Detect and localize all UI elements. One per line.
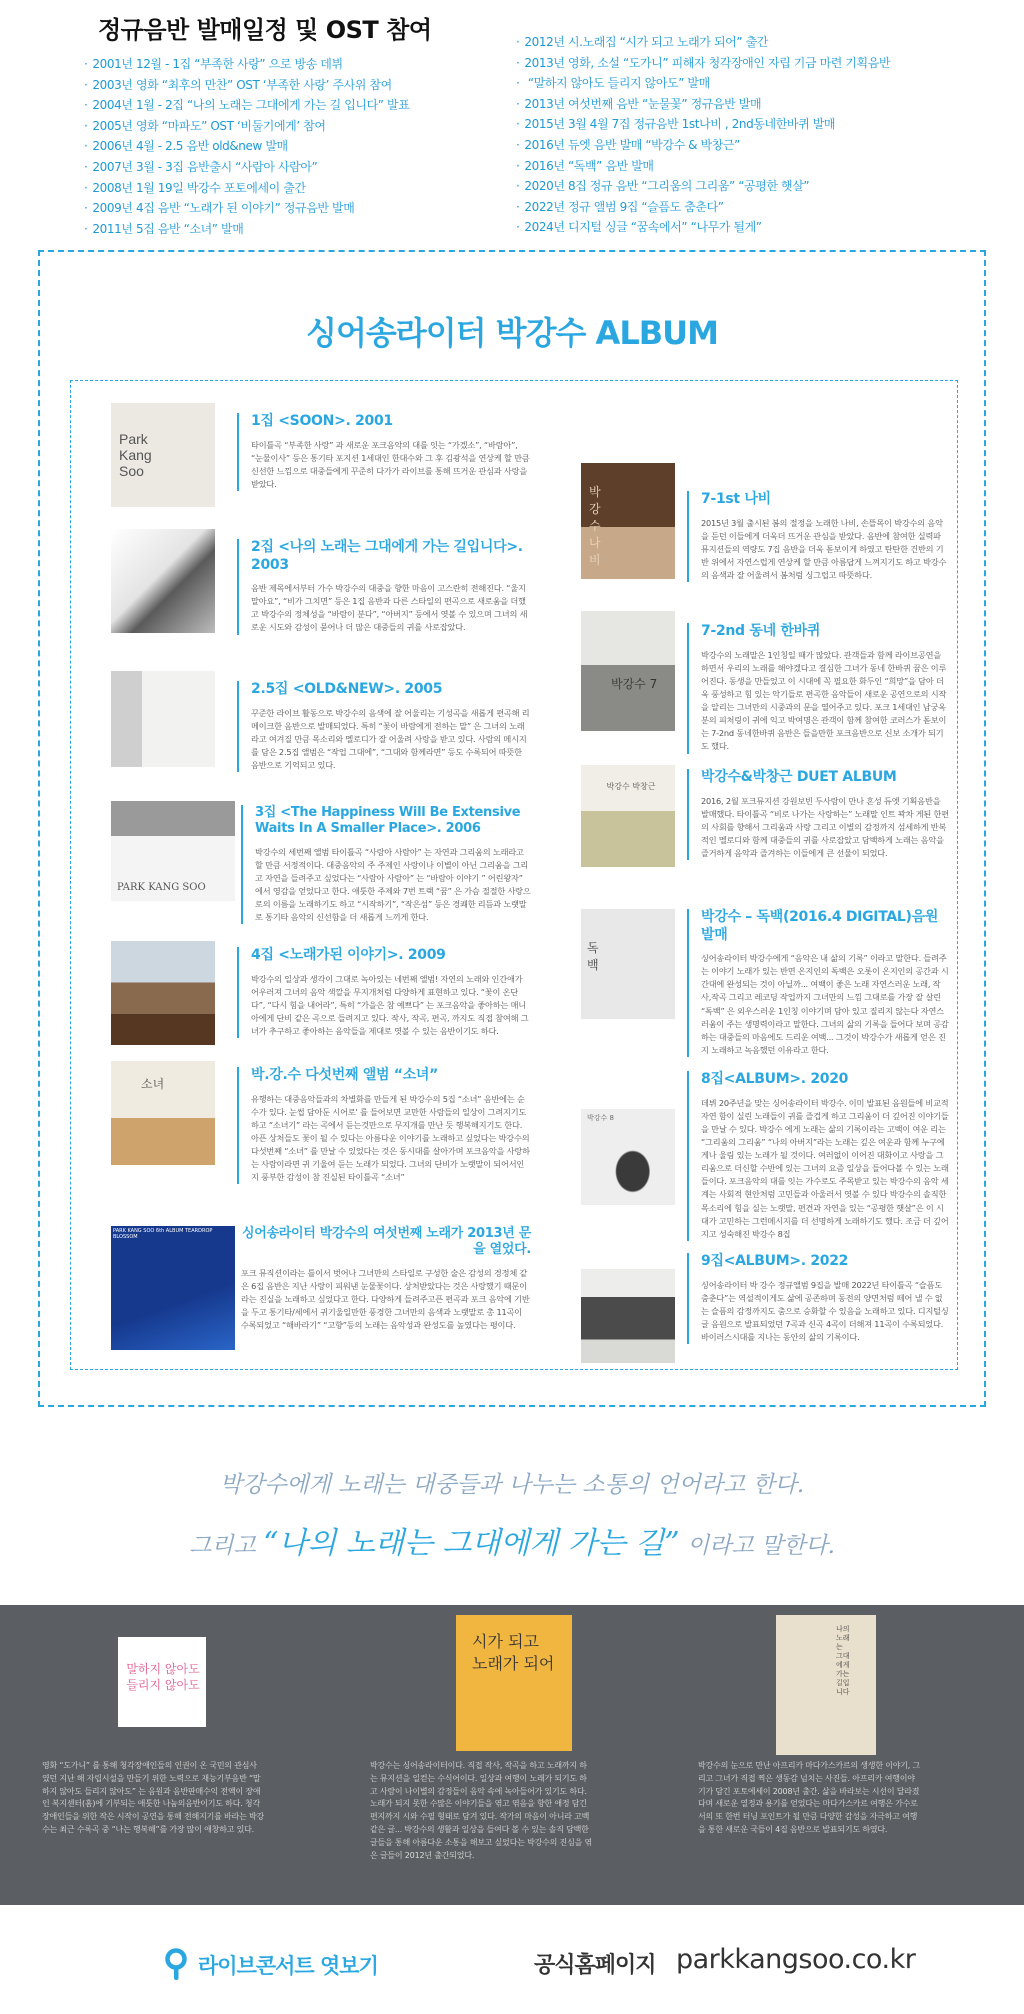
schedule-item: · 2022년 정규 앨범 9집 “슬픔도 춤춘다” — [516, 197, 890, 218]
album-title: 박.강.수 다섯번째 앨범 “소녀” — [251, 1067, 439, 1083]
album-cover — [111, 941, 215, 1045]
album-cover — [581, 909, 675, 1019]
album-desc: 타이틀곡 “부족한 사랑” 과 새로운 포크음악의 대를 잇는 “가겠소”, “바람아”, “눈물이사” 등은 통기타 포지션 1세대인 한대수와 그 후 김광석을 연상케 할 만큼 신선한 느낌으로 대중들에게 꾸준히 다가가 라이브를 통해 뜨거운 관심과 사랑을 받았다. — [251, 439, 530, 489]
schedule-item: · 2024년 디지털 싱글 “꿈속에서” “나무가 될게” — [516, 217, 890, 238]
schedule-item: · 2007년 3월 - 3집 음반출시 “사람아 사람아” — [84, 157, 409, 178]
album-text — [687, 1071, 949, 1241]
album-text — [687, 769, 949, 860]
album-text — [237, 1067, 531, 1184]
cover-text: 소녀 — [141, 1077, 165, 1091]
album-title: 4집 <노래가된 이야기>. 2009 — [251, 947, 446, 963]
album-text — [241, 805, 531, 924]
homepage-url-link[interactable]: parkkangsoo.co.kr — [676, 1944, 916, 1975]
schedule-item: · 2001년 12월 - 1집 “부족한 사랑” 으로 방송 데뷔 — [84, 54, 409, 75]
album-text — [237, 539, 531, 635]
album-desc: 2016, 2월 포크뮤지션 강원보빈 두사람이 만나 혼성 듀엣 기획음반을 발매했다. 타이틀곡 “비로 나가는 사랑하는” 노래말 인트 꽉차 게된 한편의 사회를 향해서 그리움과 사랑 그리고 이별의 감정까지 섬세하게 반복적인 멜로디와 함께 대중들의 귀를 사로잡았고 담백하게 노래는 음악을 즐거하게 음악과 즐겨하는 이들에게 큰 선물이 되었다. — [701, 795, 949, 858]
album-cover — [111, 1226, 235, 1350]
album-desc: 포크 뮤직션이라는 틀이서 벗어나 그녀만의 스타일로 구성한 술은 감성의 경정체 같은 6집 음반은 지난 사랑이 피워낸 눈물꽃이다. 상처받았다는 것은 사랑했기 때문이라는 진실을 노래하고 싶었다고 한다. 다양하게 들려주고픈 편곡과 포크 음악에 기반을 두고 통기타/세에서 귀기울일만한 풍경한 그녀만의 음색과 노랫말로 총 11곡이 수록되었고 “해바라기” “고향”등의 노래는 음악성과 완성도를 높였다는 평이다. — [241, 1267, 530, 1330]
album-entry — [581, 765, 959, 885]
album-text — [687, 1253, 949, 1344]
album-section — [38, 250, 986, 1407]
album-entry — [111, 403, 531, 513]
album-title: 7-2nd 동네 한바퀴 — [701, 623, 821, 639]
album-entry — [581, 1253, 959, 1365]
cover-text: PARK KANG SOO 6th ALBUM TEARDROP BLOSSOM — [113, 1228, 213, 1240]
schedule-item: · 2013년 여섯번째 음반 “눈물꽃” 정규음반 발매 — [516, 94, 890, 115]
schedule-item: · 2008년 1월 19일 박강수 포토에세이 출간 — [84, 178, 409, 199]
cover-text: 박강수 8 — [587, 1114, 614, 1122]
homepage-label: 공식홈페이지 — [534, 1953, 656, 1978]
album-title: 싱어송라이터 박강수의 여섯번째 노래가 2013년 문을 열었다. — [241, 1226, 531, 1258]
quote-line-2 — [0, 1518, 1024, 1562]
schedule-item: · 2005년 영화 “마파도” OST ‘비둘기에게’ 참여 — [84, 116, 409, 137]
schedule-list-right — [516, 32, 890, 238]
album-title: 7-1st 나비 — [701, 491, 771, 507]
album-cover — [111, 671, 215, 767]
album-cover — [111, 1061, 215, 1165]
book-cover — [456, 1615, 572, 1751]
schedule-item: · 2003년 영화 “최후의 만찬” OST ‘부족한 사랑’ 주사위 참여 — [84, 75, 409, 96]
album-entry — [111, 1061, 531, 1191]
book-cover — [118, 1637, 206, 1727]
album-entry — [581, 463, 959, 593]
album-cover — [581, 1269, 675, 1363]
live-concert-label: 라이브콘서트 엿보기 — [198, 1954, 378, 1978]
album-desc: 박강수의 일상과 생각이 그대로 녹아있는 네번째 앨범! 자연의 노래와 인간애가 어우러져 그녀의 음악 색깔을 무지개처럼 다양하게 표현하고 있다. “꽃이 온단다”, “다시 힘을 내어라”, 특히 “가을은 참 예쁘다” 는 포크음악을 좋아하는 매니아에게 단비 같은 곡으로 들려지고 있다. 작사, 작곡, 편곡, 까지도 직접 참여해 그녀가 추구하고 좋아하는 음악들을 제대로 엿볼 수 있는 음반이기도 하다. — [251, 973, 529, 1036]
cover-text: 박강수 박창근 — [606, 782, 656, 791]
album-cover — [581, 611, 675, 731]
schedule-item: · 2011년 5집 음반 “소녀” 발매 — [84, 219, 409, 240]
quote-highlight: “나의 노래는 그대에게 가는 길” — [263, 1526, 680, 1561]
schedule-item: · 2016년 “독백” 음반 발매 — [516, 156, 890, 177]
album-desc: 음반 제목에서부터 가수 박강수의 대중을 향한 마음이 고스란히 전해진다. “울지 말아요”, “비가 그치면” 등은 1집 음반과 다른 스타일의 편곡으로 새로움을 더했고 박강수의 정체성을 “바람이 분다”, “아버지” 등에서 엿볼 수 있으며 그녀의 새로운 시도와 감성이 묻어나 더 많은 대중들의 귀를 사로잡았다. — [251, 583, 528, 633]
album-title: 3집 <The Happiness Will Be Extensive Waits In A Smaller Place>. 2006 — [255, 805, 521, 837]
schedule-item: · 2012년 시.노래집 “시가 되고 노래가 되어” 출간 — [516, 32, 890, 53]
book-desc: 박강수는 싱어송라이터이다. 직접 작사, 작곡을 하고 노래까지 하는 뮤지션을 일컫는 수식어이다. 일상과 여행이 노래가 되기도 하고 사람이 나이별의 감정들이 음악 속에 녹아들어가 있기도 하다. 노래가 되지 못한 수많은 이야기들을 엮고 엮음을 향한 애정 담긴 편지까지 시와 수필 형태로 담겨 있다. 작가의 마음이 아니라 고백같은 글... 박강수의 생활과 일상을 들여다 볼 수 있는 솔직 담백한 글들을 통해 아름다운 소통을 해보고 싶었다는 박강수의 진심을 엮은 글들이 2012년 출간되었다. — [370, 1761, 592, 1860]
cover-text: 박강수 나비 — [589, 485, 601, 567]
album-cover — [581, 463, 675, 579]
book-desc: 박강수의 눈으로 만난 아프리카 마다가스카르의 생생한 이야기, 그리고 그녀가 직접 찍은 생동감 넘치는 사진들. 아프리카 여행이야기가 담긴 포토에세이 2008년 출간. 삶을 바라보는 시선이 달라졌다며 새로운 열정과 용기를 얻었다는 마다가스카르 여행은 가수로서의 또 한번 터닝 포인트가 될 만큼 다양한 감성을 자극하고 여행을 통한 새로운 국들이 4집 음반으로 발표되기도 하였다. — [698, 1761, 920, 1834]
album-title: 2.5집 <OLD&NEW>. 2005 — [251, 681, 443, 697]
album-text — [237, 947, 531, 1038]
cover-text: 박강수 7 — [611, 677, 658, 691]
album-desc: 꾸준한 라이브 활동으로 박강수의 음색에 잘 어울리는 기성곡을 새롭게 편곡해 리메이크한 음반으로 발매되었다. 특히 “꽃이 바람에게 전하는 말” 은 그녀의 노래라고 여겨질 만큼 목소리와 멜로디가 잘 어울려 사랑을 받고 있다. 사람의 메시지를 담은 2.5집 앨범은 “작업 그대에”, “그대와 함께라면” 등도 수록되어 따뜻한 음반으로 기억되고 있다. — [251, 707, 530, 770]
album-section-title: 싱어송라이터 박강수 ALBUM — [306, 314, 718, 352]
cover-text: PARK KANG SOO — [117, 882, 206, 893]
book-desc: 영화 “도가니” 를 통해 청각장애인들의 인권이 온 국민의 관심사였던 지난 해 자립시설을 만들기 위한 노력으로 재능기부음반 “말하지 않아도 들리지 않아도” 는 음원과 음반판매수익 전액이 장애인 복지센터(홈)에 기부되는 애틋한 나눔의음반이기도 하다. 청각장애인들을 위한 작은 시작이 공연을 통해 전해지기를 바라는 박강수는 최근 수록곡 중 “나는 행복해”를 가장 많이 애창하고 있다. — [42, 1761, 264, 1834]
album-entry — [111, 1226, 531, 1366]
album-text — [237, 413, 531, 491]
album-desc: 박강수의 세번째 앨범 타이틀곡 “사람아 사람아” 는 자연과 그리움의 노래라고 할 만큼 서정적이다. 대중음악의 주 주제인 사랑이나 이별이 아닌 그리움을 그리고 자연을 들려주고 싶었다는 “사람아 사람아” 는 “바람아 이야기 ” 어린왕자” 에서 영감을 얻었다고 한다. 애틋한 주제와 7번 트랙 “꿈” 은 가슴 절절한 사랑으로의 이름을 노래하기도 하고 “시작하기”, “작은섬” 등은 경쾌한 리듬과 노랫말로 통기타 음악의 신선함을 더 새롭게 느끼게 한다. — [255, 846, 531, 923]
album-text — [687, 909, 949, 1057]
album-text — [237, 681, 531, 772]
album-desc: 싱어송라이터 박강수에게 “음악은 내 삶의 기록” 이라고 말한다. 들려주는 이야기 노래가 있는 반면 온지인의 독백은 오롯이 온지인의 공간과 시간대에 완성되는 것이 아닐까... 여백이 좋은 노래 자연스러운 노래, 작사,작곡 그리고 레코딩 작업까지 그녀만의 느낌 그대로를 가장 잘 살린 “독백” 은 외우스러운 1인칭 이야기며 담아 있고 질리지 않는다 자연스러움이 주는 생명력이라고 말한다. 그녀의 삶의 기록을 들어다 보며 공감하는 대중들의 마음에도 드리운 여백... 그것이 박강수가 새롭게 얻은 진지 노래하고 녹음했던 이유라고 한다. — [701, 953, 949, 1055]
schedule-title: 정규음반 발매일정 및 OST 참여 — [98, 16, 432, 44]
album-entry — [581, 611, 959, 752]
album-desc: 데뷔 20주년을 맞는 싱어송라이터 박강수. 이미 발표된 음원들에 비교적자연 함이 실린 노래들이 귀를 즐겁게 하고 그리움이 더 깊어진 이야기들을 만날 수 있다. 박강수 에게 노래는 삶의 기록이라는 고백이 여운 리는 “그리움의 그리움” “나의 아버지”라는 노래는 깊은 여운과 함께 누구에게나 울림 있는 노래가 될 것이다. 여러없이 이어진 대화이고 사랑을 그리움으로 더신할 수반에 있는 그녀의 요즘 일상을 들어다볼 수 있는 노래들이다. 포크음악의 대를 잇는 가수로도 주목받고 있는 박강수의 음악 세계는 사회적 현안처럼 고민들과 아울러서 엿볼 수 있다 박강수의 솔직한 목소리에 힘을 실는 노랫말, 편견과 자연을 있는 “공평한 햇살”은 이 시대가 고민하는 그런메시지를 더 선명하게 노래하기도 했다. 조금 더 깊어지고 성숙해진 박강수 8집 — [701, 1097, 949, 1239]
schedule-item: · 2015년 3월 4월 7집 정규음반 1st나비 , 2nd동네한바퀴 발매 — [516, 114, 890, 135]
album-title: 박강수&박창근 DUET ALBUM — [701, 769, 897, 785]
cover-text: 말하지 않아도 들리지 않아도 — [126, 1662, 200, 1692]
album-entry — [111, 801, 531, 921]
album-entry — [581, 1071, 959, 1241]
album-text — [687, 491, 949, 582]
album-desc: 싱어송라이터 박 강수 정규앨범 9집을 발매 2022년 타이틀곡 “슬픔도 춤춘다”는 역설적이게도 삶에 공존하며 동전의 양면처럼 떼어 낼 수 없는 슬픔의 감정까지도 춤으로 승화할 수 있음을 노래하고 있다. 디지털싱글 음원으로 발표되었던 7곡과 신곡 4곡이 더해져 11곡이 수록되었다. 바이러스시대를 지나는 동안의 삶의 기록이다. — [701, 1279, 949, 1342]
album-desc: 박강수의 노래말은 1인칭일 때가 많았다. 관객들과 함께 라이브공연을 하면서 우리의 노래를 해야겠다고 결심한 그녀가 동네 한바퀴 꿈은 이루어진다. 동생을 만들었고 이 시대에 꼭 필요한 화두인 “희망”을 담아 더욱 풍성하고 힘 있는 악기들로 편곡한 음악들이 새로운 공연으로의 시작을 알리는 그녀만의 시중과의 문을 열어주고 있다. 포크 1세대인 남궁옥분의 피처링이 귀에 익고 박여명은 관객이 함께 참여한 코러스가 돋보이는 7-2nd 동네한바퀴 음반은 들을만한 포크음반으로 신보 소개가 되기도 했다. — [701, 649, 947, 752]
album-title: 1집 <SOON>. 2001 — [251, 413, 393, 429]
album-desc: 2015년 3월 출시된 봄의 절정을 노래한 나비, 손뜰목이 박강수의 음악을 듣던 이들에게 더욱더 뜨거운 관심을 받았다. 음반에 참여한 실력파 뮤지션들의 역량도 7집 음반을 더욱 돋보이게 하였고 탄탄한 건반의 기반 위에서 자연스럽게 연상케 할 만큼 아름답게 느껴지기도 하고 박강수의 음색과 잘 어울려서 봄처럼 싱그럽고 따뜻하다. — [701, 517, 947, 580]
album-title: 박강수 – 독백(2016.4 DIGITAL)음원발매 — [701, 909, 939, 943]
album-title: 9집<ALBUM>. 2022 — [701, 1253, 849, 1269]
schedule-item: · 2006년 4월 - 2.5 음반 old&new 발매 — [84, 136, 409, 157]
books-section — [0, 1605, 1024, 1905]
album-entry — [111, 529, 531, 649]
footer — [0, 1930, 1024, 2014]
quote-suffix: 이라고 말한다. — [679, 1533, 835, 1559]
cover-text: 시가 되고 노래가 되어 — [472, 1632, 555, 1673]
album-title: 8집<ALBUM>. 2020 — [701, 1071, 849, 1087]
album-text — [241, 1226, 531, 1332]
schedule-item: · 2016년 듀엣 음반 발매 “박강수 & 박창근” — [516, 135, 890, 156]
cover-text: 나의 노래는 그대에게 가는 길입니다 — [836, 1625, 850, 1696]
cover-text: 독백 — [587, 941, 599, 972]
cover-text: Park Kang Soo — [119, 431, 152, 479]
album-grid — [70, 380, 958, 1370]
album-cover — [111, 529, 215, 633]
album-entry — [111, 671, 531, 781]
quote-prefix: 그리고 — [189, 1533, 264, 1559]
album-cover — [111, 403, 215, 507]
album-text — [687, 623, 949, 754]
schedule-item: · 2013년 영화, 소설 “도가니” 피해자 청각장애인 자립 기금 마련 기획음반 — [516, 53, 890, 74]
live-concert-link[interactable] — [164, 1948, 378, 1982]
album-entry — [111, 941, 531, 1051]
album-entry — [581, 909, 959, 1055]
book-cover — [776, 1615, 876, 1755]
album-cover — [581, 1109, 675, 1205]
schedule-item: · 2009년 4집 음반 “노래가 된 이야기” 정규음반 발매 — [84, 198, 409, 219]
search-icon — [164, 1948, 188, 1982]
schedule-item: · 2004년 1월 - 2집 “나의 노래는 그대에게 가는 길 입니다” 발표 — [84, 95, 409, 116]
album-title: 2집 <나의 노래는 그대에게 가는 길입니다>. 2003 — [251, 539, 523, 573]
schedule-item: · “말하지 않아도 들리지 않아도” 발매 — [516, 73, 890, 94]
album-desc: 유행하는 대중음악들과의 차별화를 만들게 된 박강수의 5집 “소녀” 음반에는 순수가 있다. 눈썹 담아둔 시어로' 를 들어보면 교만한 사람들의 일상이 그려지기도 하고 “소녀기” 라는 곡에서 듣는것만으로 무지개를 만난 듯 행복해지기도 한다. 아픈 상처들도 꽃이 될 수 있다는 아름다운 이야기를 노래하고 싶었다는 박강수의 다섯번째 “소녀” 를 만날 수 있었다는 것은 동시대를 살아가며 포크음악을 사랑하는 사람이라면 귀 기울여 듣는 노래가 되었다. 그녀의 단비가 노랫말이 되어서인지 풍부한 감성이 참 진실된 타이틀곡 “소녀” — [251, 1093, 530, 1183]
schedule-item: · 2020년 8집 정규 음반 “그리움의 그리움” “공평한 햇살” — [516, 176, 890, 197]
quote-line-1: 박강수에게 노래는 대중들과 나누는 소통의 언어라고 한다. — [219, 1472, 805, 1498]
album-cover — [111, 801, 235, 901]
album-cover — [581, 765, 675, 867]
schedule-list-left — [84, 54, 409, 239]
release-schedule — [78, 10, 998, 242]
